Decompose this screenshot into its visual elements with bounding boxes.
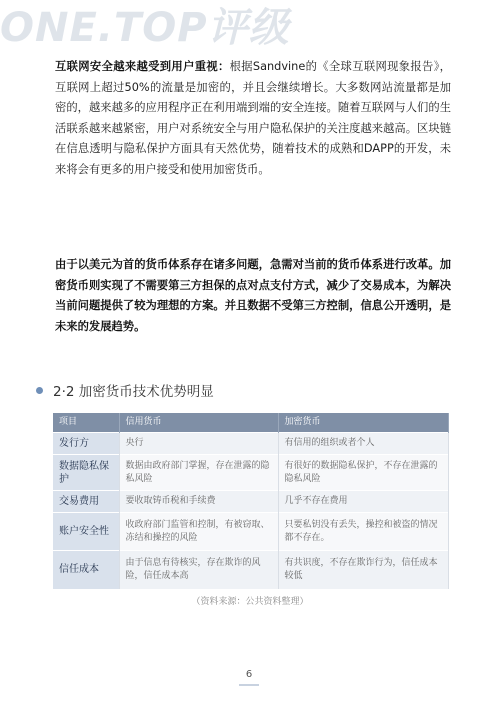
table-row [53,491,448,513]
comparison-table [53,413,449,589]
table-row [53,433,448,455]
credit-cell: 由于信息有待核实，存在欺诈的风险，信任成本高 [119,551,278,589]
crypto-cell: 有很好的数据隐私保护，不存在泄露的隐私风险 [278,455,448,491]
credit-cell: 数据由政府部门掌握，存在泄露的隐私风险 [119,455,278,491]
table-row [53,551,448,589]
table-row [53,513,448,551]
row-label: 数据隐私保护 [53,455,119,491]
credit-cell: 央行 [119,433,278,455]
paragraph-monetary-reform: 由于以美元为首的货币体系存在诸多问题，急需对当前的货币体系进行改革。加密货币则实现了不需要第三方担保的点对点支付方式，减少了交易成本，为解决当前问题提供了较为理想的方案。并且数据不受第三方控制，信息公开透明，是未来的发展趋势。 [55,258,451,333]
crypto-cell: 有信用的组织或者个人 [278,433,448,455]
paragraph-internet-security [55,57,451,180]
table-header-item: 项目 [53,413,119,433]
crypto-cell: 有共识度，不存在欺诈行为，信任成本较低 [278,551,448,589]
table-header-credit: 信用货币 [119,413,278,433]
section-title: 2·2 加密货币技术优势明显 [53,384,214,400]
table-header-row [53,413,448,433]
row-label: 发行方 [53,433,119,455]
row-label: 账户安全性 [53,513,119,551]
section-heading [36,379,214,401]
table-source-note: （资料来源：公共资料整理） [191,597,309,607]
table-header-crypto: 加密货币 [278,413,448,433]
table-row [53,455,448,491]
watermark-logo: ONE.TOP评级 [0,5,290,51]
credit-cell: 收政府部门监管和控制，有被窃取、冻结和操控的风险 [119,513,278,551]
row-label: 交易费用 [53,491,119,513]
bullet-dot-icon [36,387,43,394]
crypto-cell: 只要私钥没有丢失，操控和被盗的情况都不存在。 [278,513,448,551]
page-number-underline [239,684,259,686]
credit-cell: 要收取铸币税和手续费 [119,491,278,513]
paragraph-lead: 互联网安全越来越受到用户重视： [55,60,230,73]
row-label: 信任成本 [53,551,119,589]
crypto-cell: 几乎不存在费用 [278,491,448,513]
page-number [234,667,264,689]
paragraph-body: 根据Sandvine的《全球互联网现象报告》，互联网上超过50%的流量是加密的，并且会继续增长。大多数网站流量都是加密的，越来越多的应用程序正在利用端到端的安全连接。随着互联网与人们的生活联系越来越紧密，用户对系统安全与用户隐私保护的关注度越来越高。区块链在信息透明与隐私保护方面具有天然优势，随着技术的成熟和DAPP的开发，未来将会有更多的用户接受和使用加密货币。 [55,60,451,176]
page-number-text: 6 [245,669,253,680]
